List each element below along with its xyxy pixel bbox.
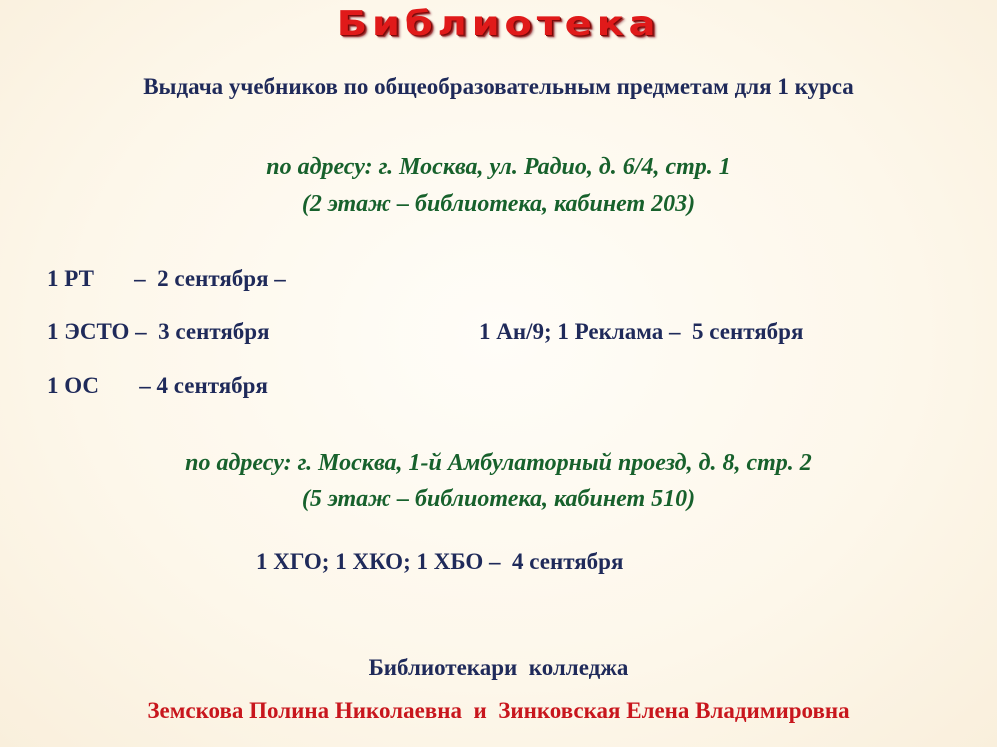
librarians-names: Земскова Полина Николаевна и Зинковская Елена Владимировна <box>147 698 850 723</box>
address-1: по адресу: г. Москва, ул. Радио, д. 6/4, стр. 1 <box>266 154 731 180</box>
schedule-hgo-hko-hbo: 1 ХГО; 1 ХКО; 1 ХБО – 4 сентября <box>256 549 624 574</box>
schedule-rt: 1 РТ – 2 сентября – <box>47 266 286 291</box>
page-subtitle: Выдача учебников по общеобразовательным предметам для 1 курса <box>143 74 854 99</box>
schedule-an-reklama: 1 Ан/9; 1 Реклама – 5 сентября <box>479 319 804 344</box>
address-2: по адресу: г. Москва, 1-й Амбулаторный проезд, д. 8, стр. 2 <box>185 450 812 476</box>
schedule-os: 1 ОС – 4 сентября <box>47 373 268 398</box>
librarians-heading: Библиотекари колледжа <box>368 655 629 680</box>
room-1: (2 этаж – библиотека, кабинет 203) <box>301 191 696 217</box>
schedule-esto: 1 ЭСТО – 3 сентября <box>47 319 270 344</box>
room-2: (5 этаж – библиотека, кабинет 510) <box>301 486 696 512</box>
page-title: Библиотека <box>336 4 661 44</box>
